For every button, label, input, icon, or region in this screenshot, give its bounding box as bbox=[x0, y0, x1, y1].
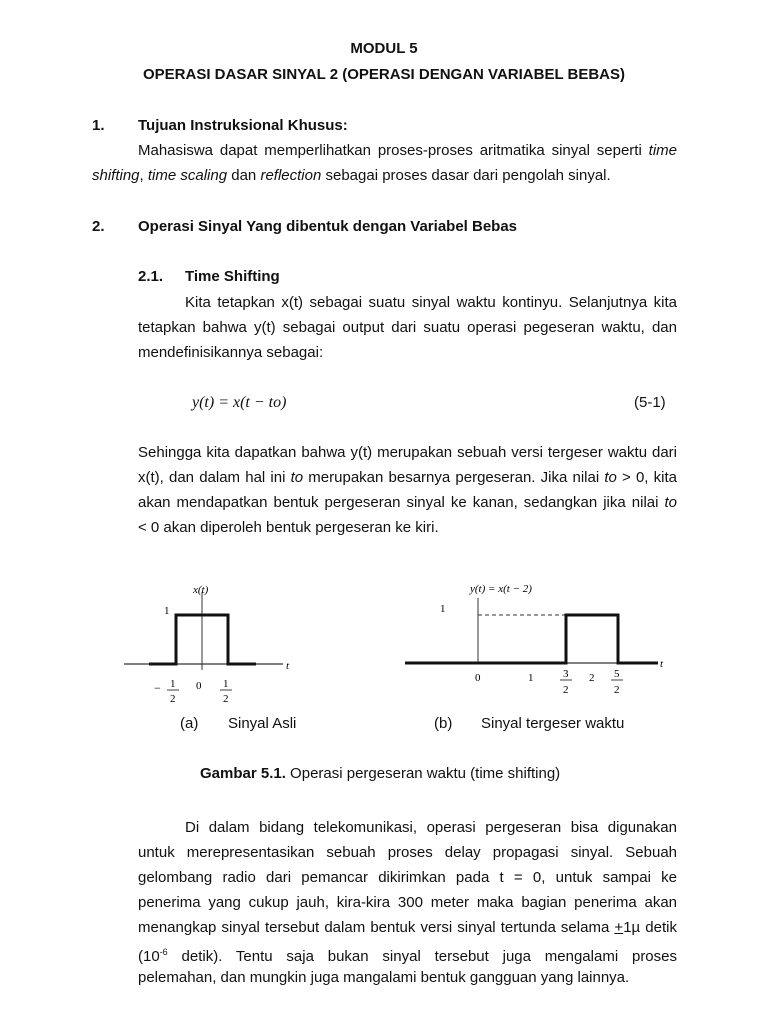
figure-b-caption-tag: (b) bbox=[434, 715, 453, 732]
figure-a-caption: Sinyal Asli bbox=[228, 715, 297, 732]
figure-b-t-label: t bbox=[660, 658, 664, 670]
para3-line-6: ($10^{-6}$ detik). Tentu saja bukan sinyal tersebut juga mengalami proses bbox=[138, 947, 677, 965]
figure-a-caption-tag: (a) bbox=[180, 715, 199, 732]
figure-b-ylabel: y(t) = x(t − 2) bbox=[470, 583, 532, 595]
para2-line-1: Sehingga kita dapatkan bahwa y(t) merupakan sebuah versi tergeser waktu dari bbox=[138, 444, 677, 461]
para3-line-2: untuk merepresentasikan sebuah proses delay propagasi sinyal. Sebuah bbox=[138, 844, 677, 861]
subsection-2-1-number: 2.1. bbox=[138, 268, 164, 285]
figure-b-one-label: 1 bbox=[440, 603, 446, 615]
figure-a-minus-sign: − bbox=[154, 681, 161, 695]
equation-5-1: y(t) = x(t − to) bbox=[192, 394, 287, 411]
module-title: OPERASI DASAR SINYAL 2 (OPERASI DENGAN VARIABEL BEBAS) bbox=[142, 66, 626, 83]
figure-a-original-signal bbox=[118, 578, 298, 713]
figure-b-tick-2: 2 bbox=[589, 672, 595, 684]
figure-b-three-den: 2 bbox=[563, 684, 569, 696]
subsection-line-2: tetapkan bahwa y(t) sebagai output dari suatu operasi pegeseran waktu, dan bbox=[138, 319, 677, 336]
section-1-line-1: Mahasiswa dapat memperlihatkan proses-proses aritmatika sinyal seperti time bbox=[138, 142, 677, 159]
shift-explanation-paragraph bbox=[138, 440, 677, 540]
section-1-number: 1. bbox=[92, 117, 105, 134]
para3-line-5: menangkap sinyal tersebut dalam bentuk versi sinyal tertunda selama +1µ detik bbox=[138, 919, 677, 936]
para2-line-3: akan mendapatkan bentuk pergeseran sinyal ke kanan, sedangkan jika nilai to bbox=[138, 494, 677, 511]
figure-b-tick-1: 1 bbox=[528, 672, 534, 684]
subsection-line-3: mendefinisikannya sebagai: bbox=[138, 344, 324, 361]
figure-a-one-label: 1 bbox=[164, 605, 170, 617]
para3-line-7: pelemahan, dan mungkin juga mangalami bentuk gangguan yang lainnya. bbox=[138, 969, 630, 986]
equation-number: (5-1) bbox=[634, 394, 666, 411]
figure-a-t-label: t bbox=[286, 660, 290, 672]
telecom-paragraph bbox=[138, 815, 677, 990]
section-1-title: Tujuan Instruksional Khusus: bbox=[138, 117, 348, 134]
figure-a-neg-half-den: 2 bbox=[170, 693, 176, 705]
figure-caption-text: Operasi pergeseran waktu (time shifting) bbox=[285, 765, 561, 782]
figure-a-zero-label: 0 bbox=[196, 680, 202, 692]
figure-a-half-den: 2 bbox=[223, 693, 229, 705]
section-1-line-2: shifting, time scaling dan reflection sebagai proses dasar dari pengolah sinyal. bbox=[92, 167, 611, 184]
figure-a-ylabel: x(t) bbox=[193, 584, 209, 596]
para2-line-4: < 0 akan diperoleh bentuk pergeseran ke kiri. bbox=[138, 519, 439, 536]
subsection-2-1-paragraph bbox=[138, 290, 677, 365]
para3-line-1: Di dalam bidang telekomunikasi, operasi pergeseran bisa digunakan bbox=[185, 819, 677, 836]
figure-b-five-num: 5 bbox=[614, 668, 620, 680]
figure-b-shifted-signal bbox=[400, 578, 675, 703]
figure-b-three-num: 3 bbox=[563, 668, 569, 680]
para2-line-2: x(t), dan dalam hal ini to merupakan besarnya pergeseran. Jika nilai to > 0, kita bbox=[138, 469, 677, 486]
subsection-2-1-title: Time Shifting bbox=[185, 268, 280, 285]
figure-caption-label: Gambar 5.1. bbox=[200, 765, 286, 782]
section-1-paragraph bbox=[92, 138, 677, 188]
section-2-number: 2. bbox=[92, 218, 105, 235]
figure-a-neg-half-num: 1 bbox=[170, 678, 176, 690]
figure-a-half-num: 1 bbox=[223, 678, 229, 690]
para3-line-3: gelombang radio dari pemancar dikirimkan pada t = 0, untuk sampai ke bbox=[138, 869, 677, 886]
figure-caption bbox=[200, 765, 560, 782]
figure-b-rect-pulse bbox=[405, 615, 658, 663]
figure-b-zero-label: 0 bbox=[475, 672, 481, 684]
figure-b-caption: Sinyal tergeser waktu bbox=[481, 715, 625, 732]
subsection-line-1: Kita tetapkan x(t) sebagai suatu sinyal waktu kontinyu. Selanjutnya kita bbox=[185, 294, 677, 311]
section-2-title: Operasi Sinyal Yang dibentuk dengan Variabel Bebas bbox=[138, 218, 518, 235]
figure-b-five-den: 2 bbox=[614, 684, 620, 696]
module-heading: MODUL 5 bbox=[350, 40, 418, 57]
para3-line-4: penerima yang cukup jauh, kira-kira 300 meter maka bagian penerima akan bbox=[138, 894, 677, 911]
